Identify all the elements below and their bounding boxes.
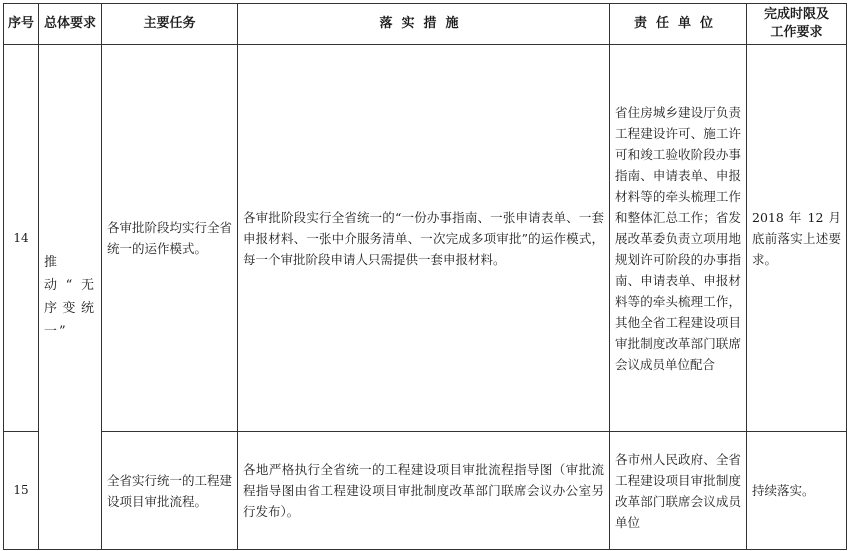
row-measures: 各审批阶段实行全省统一的“一份办事指南、一张申请表单、一套申报材料、一张中介服务清单、一次完成多项审批”的运作模式，每一个审批阶段申请人只需提供一套申报材料。 bbox=[238, 45, 610, 432]
row-deadline: 持续落实。 bbox=[747, 432, 847, 550]
header-overall: 总体要求 bbox=[39, 4, 102, 45]
row-unit: 各市州人民政府、全省工程建设项目审批制度改革部门联席会议成员单位 bbox=[610, 432, 747, 550]
reform-task-table bbox=[3, 3, 847, 550]
table-row bbox=[4, 45, 847, 432]
table-header-row bbox=[4, 4, 847, 45]
row-overall-requirement: 推动“无序变统一” bbox=[39, 45, 102, 550]
row-seq: 15 bbox=[4, 432, 39, 550]
row-deadline: 2018 年 12 月底前落实上述要求。 bbox=[747, 45, 847, 432]
header-seq: 序号 bbox=[4, 4, 39, 45]
header-deadline-line1: 完成时限及 bbox=[763, 7, 829, 22]
header-measures: 落实措施 bbox=[238, 4, 610, 45]
header-deadline bbox=[747, 4, 847, 45]
table-row bbox=[4, 432, 847, 550]
row-task: 全省实行统一的工程建设项目审批流程。 bbox=[102, 432, 238, 550]
row-task: 各审批阶段均实行全省统一的运作模式。 bbox=[102, 45, 238, 432]
header-deadline-line2: 工作要求 bbox=[770, 25, 823, 40]
row-unit: 省住房城乡建设厅负责工程建设许可、施工许可和竣工验收阶段办事指南、申请表单、申报材料等的牵头梳理工作和整体汇总工作；省发展改革委负责立项用地规划许可阶段的办事指南、申请表单、申报材料等的牵头梳理工作，其他全省工程建设项目审批制度改革部门联席会议成员单位配合 bbox=[610, 45, 747, 432]
header-unit: 责任单位 bbox=[610, 4, 747, 45]
header-task: 主要任务 bbox=[102, 4, 238, 45]
row-seq: 14 bbox=[4, 45, 39, 432]
row-measures: 各地严格执行全省统一的工程建设项目审批流程指导图（审批流程指导图由省工程建设项目审批制度改革部门联席会议办公室另行发布）。 bbox=[238, 432, 610, 550]
